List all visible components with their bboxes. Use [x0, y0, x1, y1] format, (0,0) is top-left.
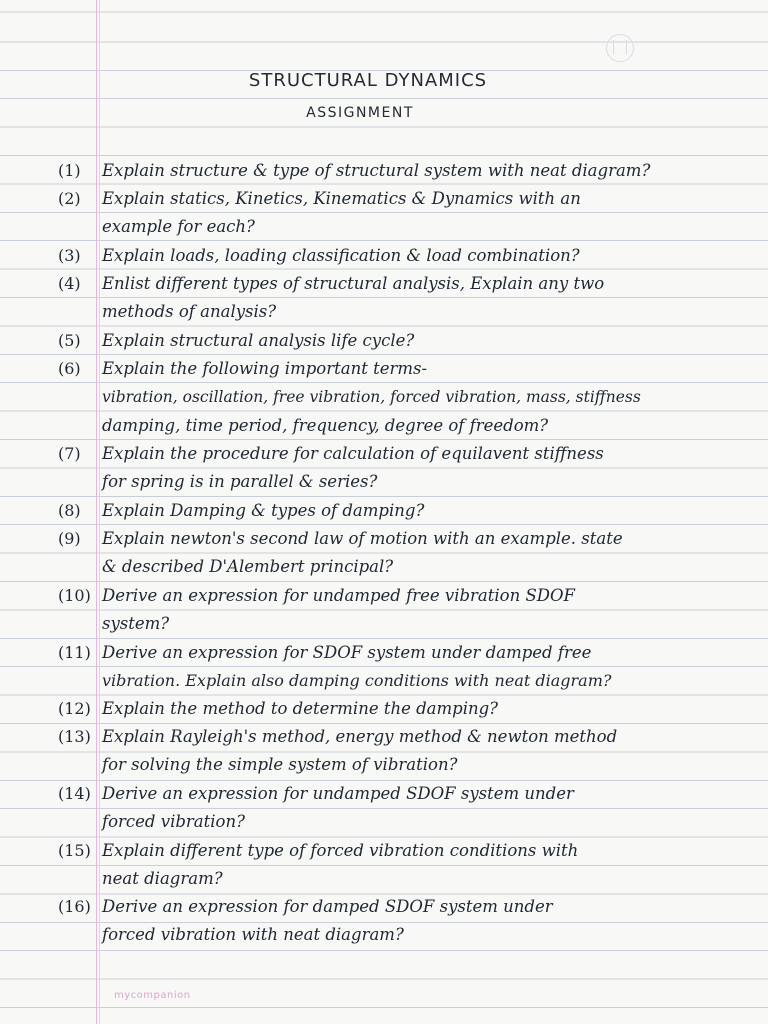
- question-12: [58, 695, 768, 723]
- page-subtitle: ASSIGNMENT: [306, 105, 414, 121]
- question-6: [58, 355, 768, 440]
- question-number: (5): [58, 331, 81, 350]
- question-text: Explain structure & type of structural system with neat diagram?: [102, 161, 651, 180]
- question-2: [58, 185, 768, 242]
- question-number: (16): [58, 897, 91, 916]
- question-text-continued: neat diagram?: [102, 869, 223, 889]
- question-text: Explain the procedure for calculation of equilavent stiffness: [102, 444, 604, 463]
- question-text-continued: & described D'Alembert principal?: [102, 557, 394, 577]
- question-text: Enlist different types of structural analysis, Explain any two: [102, 274, 605, 293]
- question-text-continued: forced vibration?: [102, 812, 245, 832]
- question-text-continued: forced vibration with neat diagram?: [102, 925, 404, 945]
- question-text-continued: methods of analysis?: [102, 302, 277, 322]
- question-text-continued: vibration, oscillation, free vibration, forced vibration, mass, stiffness: [102, 388, 641, 407]
- question-number: (9): [58, 529, 81, 548]
- question-8: [58, 497, 768, 525]
- question-number: (15): [58, 841, 91, 860]
- question-text-continued: system?: [102, 614, 170, 634]
- question-number: (11): [58, 643, 91, 662]
- question-text-continued: for spring is in parallel & series?: [102, 472, 378, 492]
- question-7: [58, 440, 768, 497]
- question-3: [58, 242, 768, 270]
- notebook-brand-label: mycompanion: [114, 990, 191, 1001]
- question-number: (8): [58, 501, 81, 520]
- question-10: [58, 582, 768, 639]
- page-title: STRUCTURAL DYNAMICS: [248, 70, 488, 91]
- notebook-logo-icon: [606, 34, 634, 62]
- question-number: (4): [58, 274, 81, 293]
- question-4: [58, 270, 768, 327]
- question-text: Explain structural analysis life cycle?: [102, 331, 415, 350]
- question-14: [58, 780, 768, 837]
- question-11: [58, 639, 768, 696]
- question-text: Derive an expression for undamped SDOF system under: [102, 784, 574, 803]
- question-text: Explain newton's second law of motion with an example. state: [102, 529, 623, 548]
- question-text: Explain the following important terms-: [102, 359, 428, 378]
- question-text: Explain Damping & types of damping?: [102, 501, 425, 520]
- question-number: (6): [58, 359, 81, 378]
- question-number: (7): [58, 444, 81, 463]
- question-text-continued: damping, time period, frequency, degree of freedom?: [102, 415, 549, 435]
- question-number: (3): [58, 246, 81, 265]
- question-text-continued: example for each?: [102, 217, 255, 237]
- question-number: (1): [58, 161, 81, 180]
- question-text: Explain statics, Kinetics, Kinematics & Dynamics with an: [102, 189, 581, 208]
- question-number: (14): [58, 784, 91, 803]
- question-16: [58, 893, 768, 950]
- question-13: [58, 723, 768, 780]
- question-text-continued: vibration. Explain also damping conditions with neat diagram?: [102, 671, 612, 691]
- question-9: [58, 525, 768, 582]
- question-1: [58, 157, 768, 185]
- question-text: Explain the method to determine the damping?: [102, 699, 499, 718]
- question-text: Explain different type of forced vibration conditions with: [102, 841, 579, 860]
- question-text-continued: for solving the simple system of vibration?: [102, 755, 458, 775]
- question-15: [58, 837, 768, 894]
- question-text: Derive an expression for undamped free vibration SDOF: [102, 586, 575, 605]
- question-5: [58, 327, 768, 355]
- question-number: (10): [58, 586, 91, 605]
- question-number: (2): [58, 189, 81, 208]
- question-number: (13): [58, 727, 91, 746]
- question-text: Explain loads, loading classification & load combination?: [102, 246, 580, 265]
- question-number: (12): [58, 699, 91, 718]
- question-text: Derive an expression for SDOF system under damped free: [102, 643, 592, 662]
- question-text: Explain Rayleigh's method, energy method & newton method: [102, 727, 618, 746]
- question-text: Derive an expression for damped SDOF system under: [102, 897, 553, 916]
